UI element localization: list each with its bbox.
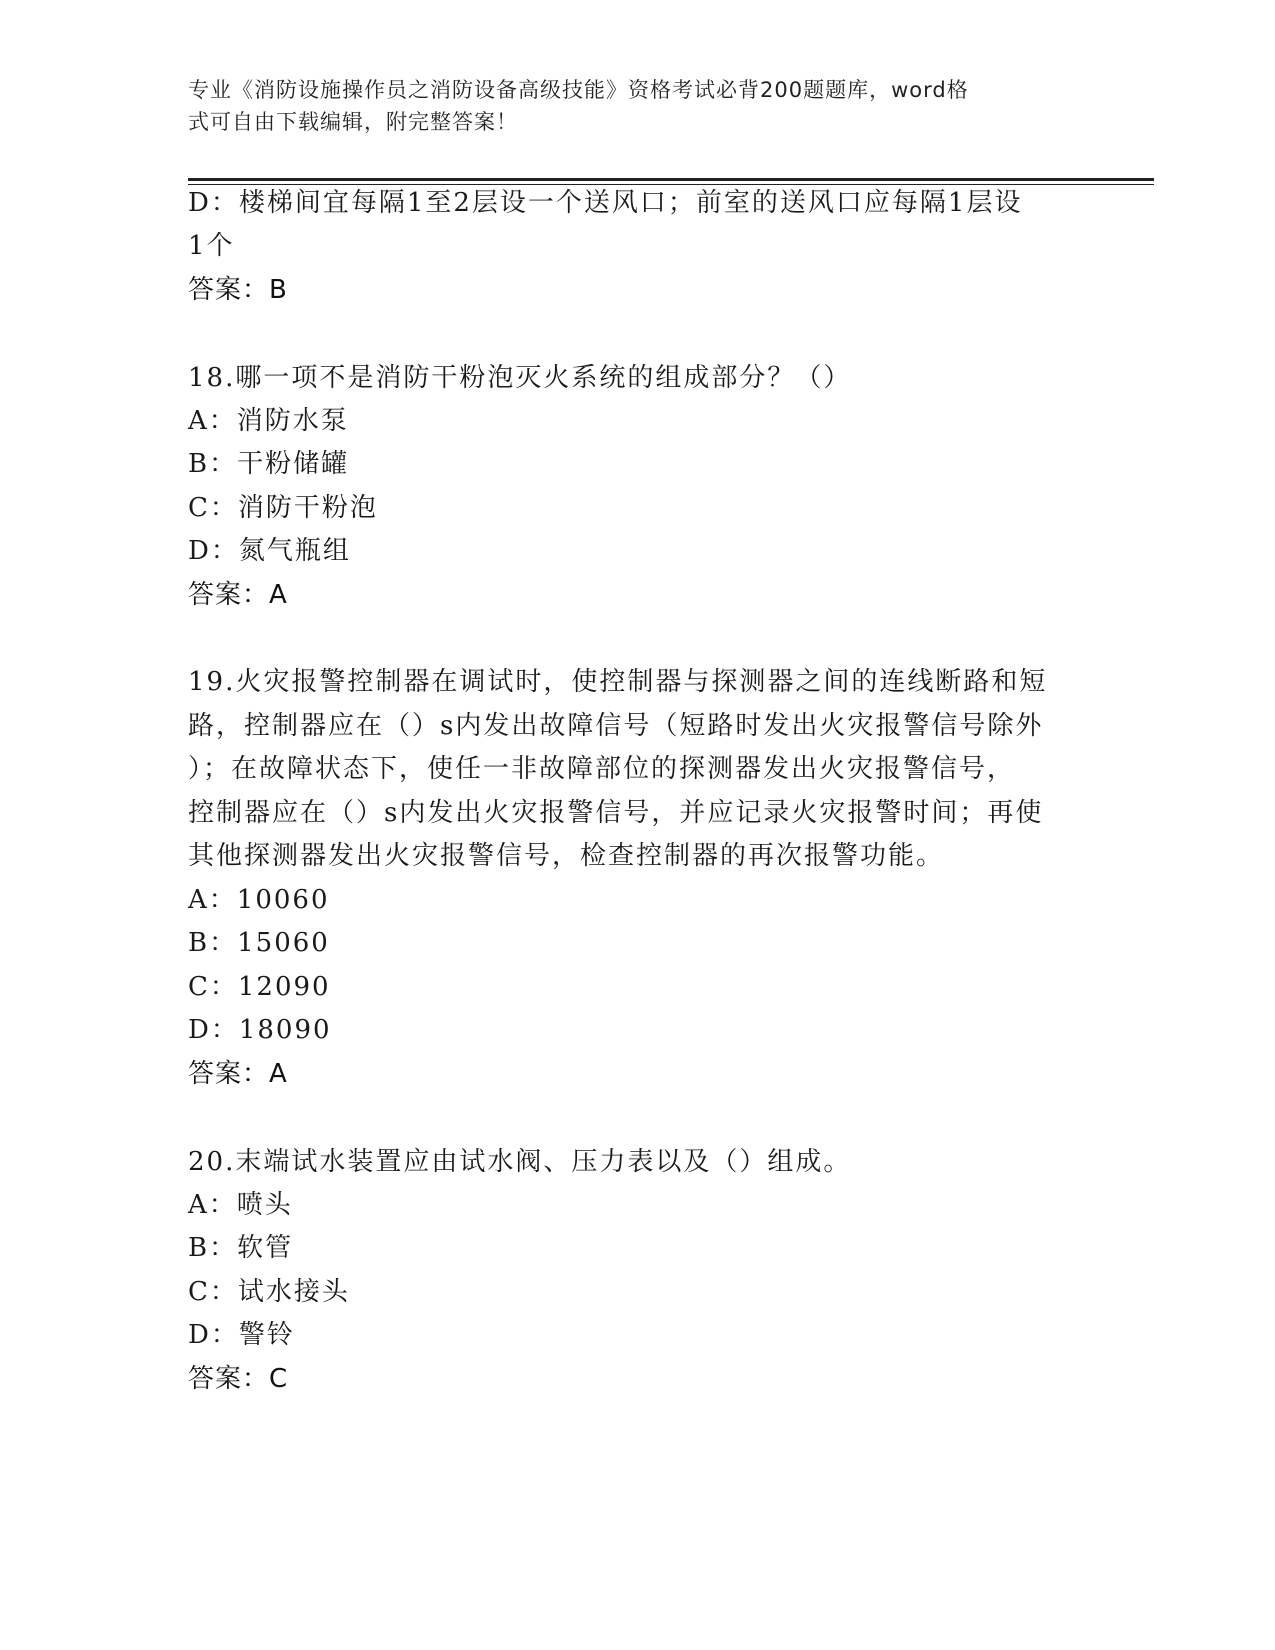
prev-option-d-line-2: 1个	[188, 231, 235, 261]
header-rule-thin	[188, 184, 1154, 185]
q20-option-b: B：软管	[188, 1233, 294, 1263]
q18-option-c: C：消防干粉泡	[188, 493, 378, 523]
q19-stem-line-3: ）；在故障状态下，使任一非故障部位的探测器发出火灾报警信号，	[188, 754, 1016, 784]
q20-option-a: A：喷头	[188, 1190, 293, 1220]
q20-option-d: D：警铃	[188, 1320, 295, 1350]
q18-answer: 答案：A	[188, 580, 288, 610]
q19-option-d: D：18090	[188, 1015, 332, 1045]
q19-stem-line-1: 19.火灾报警控制器在调试时，使控制器与探测器之间的连线断路和短	[188, 667, 1048, 697]
header-line-2: 式可自由下载编辑，附完整答案！	[188, 110, 518, 134]
q19-stem-line-5: 其他探测器发出火灾报警信号，检查控制器的再次报警功能。	[188, 841, 945, 871]
q19-stem-line-4: 控制器应在（）s内发出火灾报警信号，并应记录火灾报警时间；再使	[188, 798, 1044, 828]
q20-answer: 答案：C	[188, 1364, 289, 1394]
header-line-1: 专业《消防设施操作员之消防设备高级技能》资格考试必背200题题库，word格	[188, 78, 969, 102]
q18-stem: 18.哪一项不是消防干粉泡灭火系统的组成部分？（）	[188, 363, 852, 393]
q19-answer: 答案：A	[188, 1059, 288, 1089]
q20-option-c: C：试水接头	[188, 1277, 350, 1307]
header-rule-thick	[188, 178, 1154, 181]
q19-option-a: A：10060	[188, 885, 330, 915]
q18-option-d: D：氮气瓶组	[188, 536, 351, 566]
q19-stem-line-2: 路，控制器应在（）s内发出故障信号（短路时发出火灾报警信号除外	[188, 711, 1044, 741]
q19-option-c: C：12090	[188, 972, 331, 1002]
q18-option-a: A：消防水泵	[188, 406, 349, 436]
prev-answer: 答案：B	[188, 275, 288, 305]
prev-option-d-line-1: D：楼梯间宜每隔1至2层设一个送风口；前室的送风口应每隔1层设	[188, 188, 1023, 218]
q19-option-b: B：15060	[188, 928, 330, 958]
q20-stem: 20.末端试水装置应由试水阀、压力表以及（）组成。	[188, 1147, 852, 1177]
q18-option-b: B：干粉储罐	[188, 449, 350, 479]
page-header	[188, 74, 1068, 138]
